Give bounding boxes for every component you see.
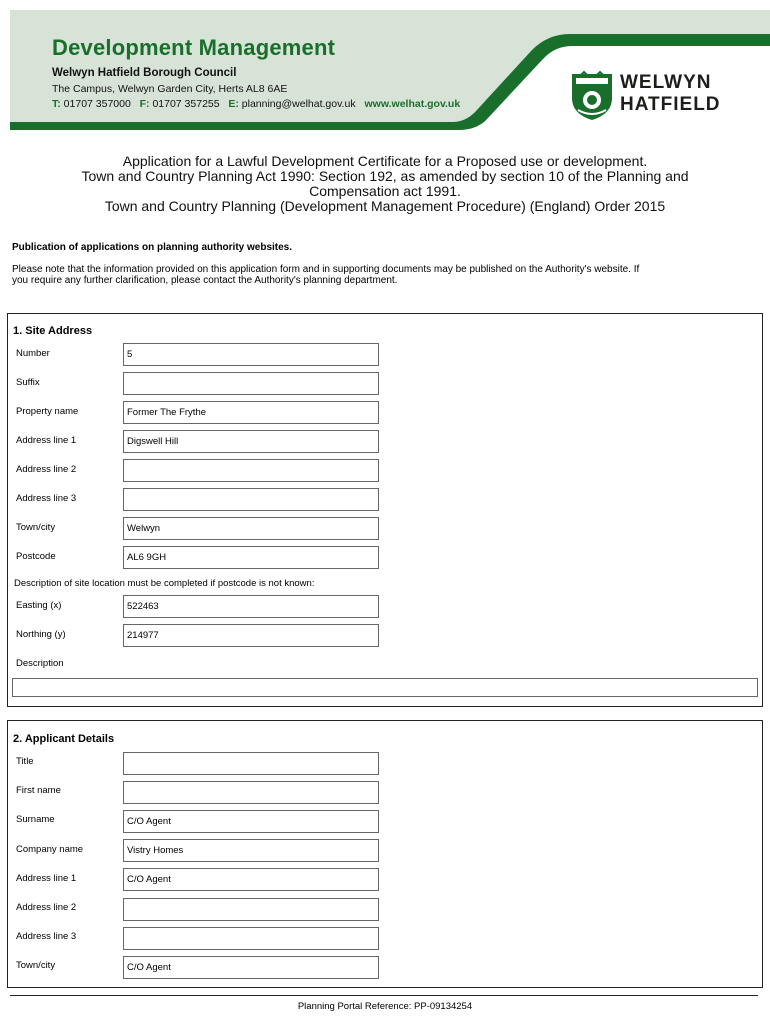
field-label: First name <box>16 785 61 796</box>
website-link[interactable]: www.welhat.gov.uk <box>364 98 461 110</box>
contact-line <box>52 98 460 110</box>
address-line-1-field[interactable]: C/O Agent <box>123 868 379 891</box>
postcode-field[interactable]: AL6 9GH <box>123 546 379 569</box>
header-banner <box>10 10 770 130</box>
field-label: Postcode <box>16 551 56 562</box>
property-name-field[interactable]: Former The Frythe <box>123 401 379 424</box>
field-label: Address line 3 <box>16 931 77 942</box>
field-label: Description <box>16 658 64 669</box>
tel-label: T: <box>52 98 61 110</box>
address-line-3-field[interactable] <box>123 927 379 950</box>
form-title-line-2: Town and Country Planning Act 1990: Section 192, as amended by section 10 of the Planning and <box>81 168 689 184</box>
field-label: Number <box>16 348 50 359</box>
address-line-2-field[interactable] <box>123 898 379 921</box>
portal-reference: Planning Portal Reference: PP-09134254 <box>297 1001 473 1012</box>
field-label: Town/city <box>16 960 56 971</box>
field-label: Surname <box>16 814 55 825</box>
location-note: Description of site location must be completed if postcode is not known: <box>14 578 315 589</box>
field-label: Address line 1 <box>16 873 77 884</box>
site-address-section <box>7 313 763 707</box>
crest-icon <box>570 70 614 122</box>
publication-line-2: you require any further clarification, please contact the Authority's planning department. <box>12 275 398 286</box>
form-title-line-4: Town and Country Planning (Development Management Procedure) (England) Order 2015 <box>104 198 666 214</box>
field-label: Address line 1 <box>16 435 77 446</box>
first-name-field[interactable] <box>123 781 379 804</box>
address-line-1-field[interactable]: Digswell Hill <box>123 430 379 453</box>
description-field[interactable] <box>12 678 758 697</box>
tel-number: 01707 357000 <box>63 98 131 110</box>
field-label: Title <box>16 756 34 767</box>
council-name: Welwyn Hatfield Borough Council <box>52 67 237 79</box>
publication-line-1: Please note that the information provided on this application form and in supporting documents may be published on the Authority's website. If <box>12 264 640 275</box>
publication-text <box>12 264 758 286</box>
form-title-line-1: Application for a Lawful Development Certificate for a Proposed use or development. <box>122 153 648 169</box>
easting-field[interactable]: 522463 <box>123 595 379 618</box>
applicant-details-section <box>7 720 763 988</box>
title-field[interactable] <box>123 752 379 775</box>
form-title-line-3: Compensation act 1991. <box>309 183 461 199</box>
town-city-field[interactable]: C/O Agent <box>123 956 379 979</box>
field-label: Suffix <box>16 377 40 388</box>
logo-line-2: HATFIELD <box>620 94 721 115</box>
field-label: Address line 3 <box>16 493 77 504</box>
email-label: E: <box>228 98 239 110</box>
welwyn-hatfield-logo <box>570 70 750 130</box>
council-address: The Campus, Welwyn Garden City, Herts AL8 6AE <box>52 83 288 95</box>
footer-divider <box>10 995 758 996</box>
company-name-field[interactable]: Vistry Homes <box>123 839 379 862</box>
northing-field[interactable]: 214977 <box>123 624 379 647</box>
fax-number: 01707 357255 <box>152 98 220 110</box>
address-line-3-field[interactable] <box>123 488 379 511</box>
field-label: Town/city <box>16 522 56 533</box>
form-title <box>30 154 740 214</box>
field-label: Property name <box>16 406 79 417</box>
number-field[interactable]: 5 <box>123 343 379 366</box>
field-label: Company name <box>16 844 84 855</box>
email-address[interactable]: planning@welhat.gov.uk <box>241 98 356 110</box>
field-label: Address line 2 <box>16 464 77 475</box>
surname-field[interactable]: C/O Agent <box>123 810 379 833</box>
section-title: 2. Applicant Details <box>13 733 115 745</box>
department-title: Development Management <box>52 35 336 60</box>
address-line-2-field[interactable] <box>123 459 379 482</box>
town-city-field[interactable]: Welwyn <box>123 517 379 540</box>
field-label: Easting (x) <box>16 600 62 611</box>
section-title: 1. Site Address <box>13 325 93 337</box>
field-label: Northing (y) <box>16 629 66 640</box>
publication-heading: Publication of applications on planning authority websites. <box>12 242 293 253</box>
logo-wordmark <box>620 72 721 116</box>
field-label: Address line 2 <box>16 902 77 913</box>
logo-line-1: WELWYN <box>620 72 712 93</box>
fax-label: F: <box>139 98 150 110</box>
suffix-field[interactable] <box>123 372 379 395</box>
